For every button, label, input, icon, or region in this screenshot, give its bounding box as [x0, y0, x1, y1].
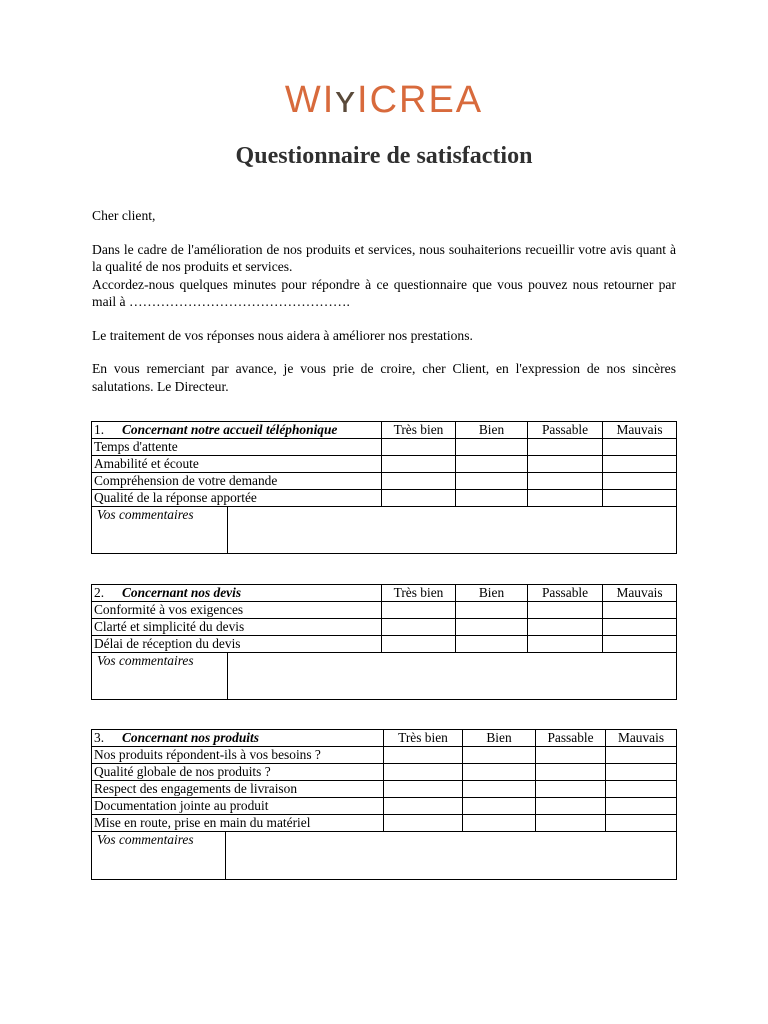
question-label: Nos produits répondent-ils à vos besoins ?: [92, 747, 384, 764]
rating-cell[interactable]: [606, 781, 677, 798]
comments-field[interactable]: [228, 653, 677, 700]
rating-cell[interactable]: [536, 781, 606, 798]
comments-field[interactable]: [228, 507, 677, 554]
rating-cell[interactable]: [528, 473, 603, 490]
logo-text-left: WI: [284, 79, 336, 121]
table-row: [92, 619, 677, 636]
rating-cell[interactable]: [536, 764, 606, 781]
question-label: Délai de réception du devis: [92, 636, 382, 653]
question-label: Temps d'attente: [92, 439, 382, 456]
rating-cell[interactable]: [606, 815, 677, 832]
rating-cell[interactable]: [384, 798, 463, 815]
letter-paragraph: En vous remerciant par avance, je vous prie de croire, cher Client, en l'expression de nos sincères salutations. Le Directeur.: [92, 361, 676, 394]
table-row: [92, 764, 677, 781]
rating-cell[interactable]: [382, 490, 456, 507]
rating-cell[interactable]: [603, 473, 677, 490]
section-header: 3. Concernant nos produits: [92, 730, 384, 747]
rating-cell[interactable]: [603, 490, 677, 507]
rating-header: Mauvais: [603, 585, 677, 602]
rating-cell[interactable]: [382, 456, 456, 473]
question-label: Respect des engagements de livraison: [92, 781, 384, 798]
question-label: Compréhension de votre demande: [92, 473, 382, 490]
comments-label: Vos commentaires: [92, 832, 226, 880]
table-row: [92, 602, 677, 619]
rating-header: Passable: [528, 585, 603, 602]
table-row: [92, 636, 677, 653]
question-label: Mise en route, prise en main du matériel: [92, 815, 384, 832]
table-row: [92, 473, 677, 490]
table-row: [92, 747, 677, 764]
rating-cell[interactable]: [463, 747, 536, 764]
rating-cell[interactable]: [603, 439, 677, 456]
table-row: [92, 456, 677, 473]
question-label: Documentation jointe au produit: [92, 798, 384, 815]
table-row: [92, 798, 677, 815]
rating-cell[interactable]: [456, 602, 528, 619]
comments-label: Vos commentaires: [92, 653, 228, 700]
rating-cell[interactable]: [603, 636, 677, 653]
rating-cell[interactable]: [536, 798, 606, 815]
rating-cell[interactable]: [456, 490, 528, 507]
rating-header: Bien: [463, 730, 536, 747]
rating-cell[interactable]: [384, 747, 463, 764]
letter-paragraph: Accordez-nous quelques minutes pour répondre à ce questionnaire que vous pouvez nous retourner par mail à ………………………………………….: [92, 276, 676, 309]
rating-cell[interactable]: [528, 619, 603, 636]
company-logo: [0, 74, 768, 126]
rating-cell[interactable]: [606, 747, 677, 764]
rating-cell[interactable]: [382, 473, 456, 490]
rating-header: Passable: [536, 730, 606, 747]
page-title: Questionnaire de satisfaction: [235, 143, 533, 169]
section-header: 2. Concernant nos devis: [92, 585, 382, 602]
rating-cell[interactable]: [528, 439, 603, 456]
survey-table-devis: [91, 584, 677, 700]
rating-cell[interactable]: [536, 747, 606, 764]
rating-cell[interactable]: [456, 636, 528, 653]
rating-cell[interactable]: [456, 473, 528, 490]
rating-cell[interactable]: [463, 798, 536, 815]
table-row: [92, 490, 677, 507]
rating-cell[interactable]: [382, 636, 456, 653]
rating-cell[interactable]: [603, 619, 677, 636]
survey-table-accueil: [91, 421, 677, 554]
rating-cell[interactable]: [528, 456, 603, 473]
rating-cell[interactable]: [384, 781, 463, 798]
rating-header: Très bien: [382, 422, 456, 439]
rating-cell[interactable]: [456, 619, 528, 636]
comments-field[interactable]: [226, 832, 677, 880]
rating-header: Très bien: [384, 730, 463, 747]
rating-cell[interactable]: [382, 602, 456, 619]
question-label: Amabilité et écoute: [92, 456, 382, 473]
logo-text-right: ICREA: [357, 79, 484, 121]
rating-header: Passable: [528, 422, 603, 439]
greeting: Cher client,: [92, 208, 156, 223]
question-label: Qualité globale de nos produits ?: [92, 764, 384, 781]
question-label: Conformité à vos exigences: [92, 602, 382, 619]
rating-header: Bien: [456, 585, 528, 602]
table-row: [92, 815, 677, 832]
rating-header: Mauvais: [603, 422, 677, 439]
table-row: [92, 781, 677, 798]
survey-table-produits: [91, 729, 677, 880]
rating-cell[interactable]: [456, 439, 528, 456]
rating-header: Très bien: [382, 585, 456, 602]
table-row: [92, 439, 677, 456]
rating-cell[interactable]: [382, 619, 456, 636]
rating-cell[interactable]: [384, 815, 463, 832]
rating-header: Bien: [456, 422, 528, 439]
section-header: 1. Concernant notre accueil téléphonique: [92, 422, 382, 439]
rating-cell[interactable]: [528, 636, 603, 653]
rating-cell[interactable]: [463, 781, 536, 798]
rating-cell[interactable]: [606, 798, 677, 815]
rating-cell[interactable]: [606, 764, 677, 781]
question-label: Qualité de la réponse apportée: [92, 490, 382, 507]
rating-cell[interactable]: [603, 456, 677, 473]
letter-paragraph: Le traitement de vos réponses nous aidera à améliorer nos prestations.: [92, 327, 473, 343]
rating-cell[interactable]: [528, 602, 603, 619]
question-label: Clarté et simplicité du devis: [92, 619, 382, 636]
cover-letter: [92, 207, 676, 395]
comments-label: Vos commentaires: [92, 507, 228, 554]
rating-cell[interactable]: [528, 490, 603, 507]
rating-cell[interactable]: [456, 456, 528, 473]
rating-cell[interactable]: [463, 764, 536, 781]
logo-mark: ʏ: [335, 79, 358, 121]
rating-header: Mauvais: [606, 730, 677, 747]
rating-cell[interactable]: [384, 764, 463, 781]
letter-paragraph: Dans le cadre de l'amélioration de nos produits et services, nous souhaiterions recueillir votre avis quant à la qualité de nos produits et services.: [92, 241, 676, 274]
rating-cell[interactable]: [603, 602, 677, 619]
rating-cell[interactable]: [382, 439, 456, 456]
rating-cell[interactable]: [536, 815, 606, 832]
rating-cell[interactable]: [463, 815, 536, 832]
